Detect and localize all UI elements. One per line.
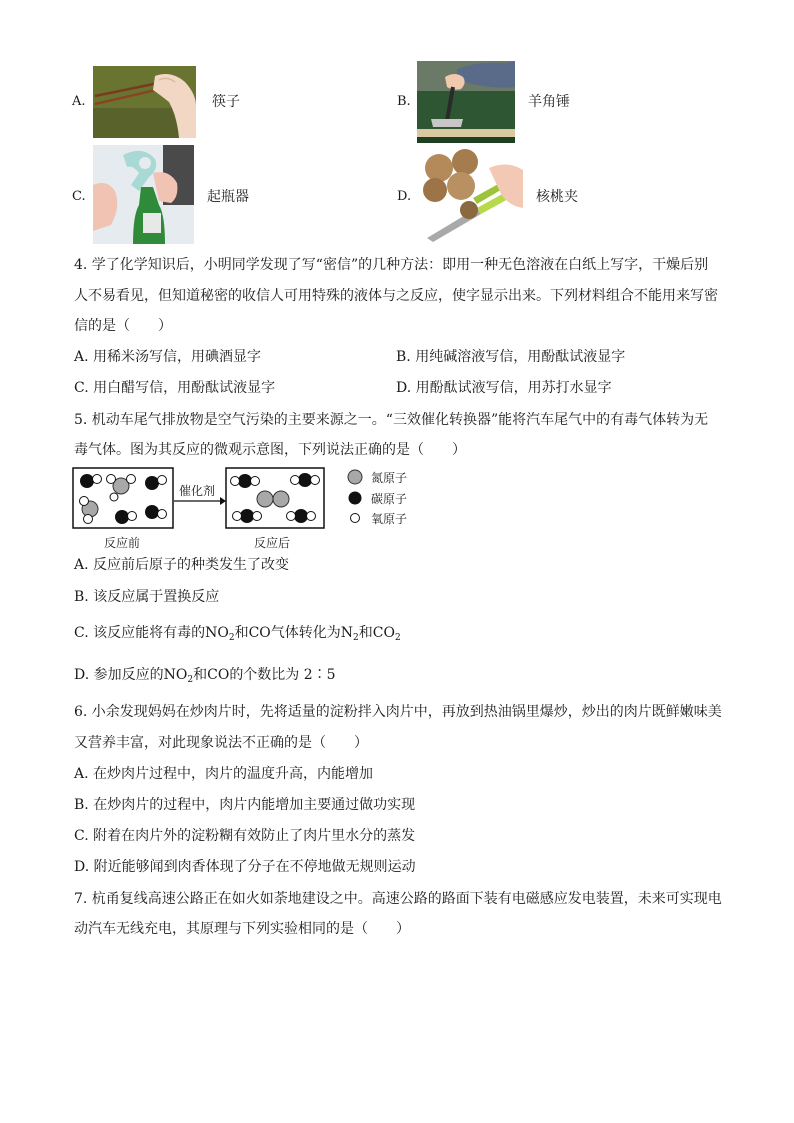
q6-option-a: A. 在炒肉片过程中，肉片的温度升高，内能增加	[74, 766, 374, 782]
option-d-letter: D.	[397, 189, 412, 204]
option-b-letter: B.	[397, 94, 411, 109]
claw-hammer-photo	[417, 61, 515, 143]
option-a-label: 筷子	[212, 94, 240, 110]
option-c-letter: C.	[72, 189, 86, 204]
legend-oxygen: 氧原子	[371, 512, 408, 526]
option-c-label: 起瓶器	[207, 189, 249, 205]
legend-nitrogen: 氮原子	[371, 471, 408, 485]
q4-stem-line2: 人不易看见，但知道秘密的收信人可用特殊的液体与之反应，使字显示出来。下列材料组合不能用来写密	[74, 288, 718, 304]
q4-stem-line3: 信的是（ ）	[74, 318, 172, 334]
q5-stem-line2: 毒气体。图为其反应的微观示意图，下列说法正确的是（ ）	[74, 442, 466, 458]
chopsticks-photo	[93, 66, 196, 138]
legend-carbon: 碳原子	[371, 492, 408, 506]
q5-stem-line1: 5. 机动车尾气排放物是空气污染的主要来源之一。“三效催化转换器”能将汽车尾气中的有毒气体转为无	[74, 412, 709, 428]
q4-option-b: B. 用纯碱溶液写信，用酚酞试液显字	[396, 349, 626, 365]
after-label: 反应后	[254, 536, 291, 550]
bottle-opener-photo	[93, 145, 194, 244]
q4-option-c: C. 用白醋写信，用酚酞试液显字	[74, 380, 276, 396]
q7-stem-line2: 动汽车无线充电，其原理与下列实验相同的是（ ）	[74, 921, 410, 937]
q4-option-d: D. 用酚酞试液写信，用苏打水显字	[396, 380, 612, 396]
q5-option-b: B. 该反应属于置换反应	[74, 589, 220, 605]
q5-option-c: C. 该反应能将有毒的$NO_2$和CO气体转化为$N_2$和$CO_2$	[74, 625, 401, 643]
q6-stem-line2: 又营养丰富，对此现象说法不正确的是（ ）	[74, 735, 368, 751]
q6-stem-line1: 6. 小余发现妈妈在炒肉片时，先将适量的淀粉拌入肉片中，再放到热油锅里爆炒，炒出的肉片既鲜嫩味美	[74, 704, 722, 720]
walnut-cracker-photo	[417, 148, 523, 242]
option-a-letter: A.	[72, 94, 86, 109]
option-d-label: 核桃夹	[536, 189, 578, 205]
before-label: 反应前	[104, 536, 141, 550]
q6-option-b: B. 在炒肉片的过程中，肉片内能增加主要通过做功实现	[74, 797, 416, 813]
reaction-diagram	[70, 464, 430, 554]
option-b-label: 羊角锤	[528, 94, 570, 110]
q6-option-c: C. 附着在肉片外的淀粉糊有效防止了肉片里水分的蒸发	[74, 828, 416, 844]
q7-stem-line1: 7. 杭甬复线高速公路正在如火如荼地建设之中。高速公路的路面下装有电磁感应发电装置，未来可实现电	[74, 891, 722, 907]
q4-stem-line1: 4. 学了化学知识后，小明同学发现了写“密信”的几种方法：即用一种无色溶液在白纸上写字，干燥后别	[74, 257, 709, 273]
q6-option-d: D. 附近能够闻到肉香体现了分子在不停地做无规则运动	[74, 859, 416, 875]
q4-option-a: A. 用稀米汤写信，用碘酒显字	[74, 349, 262, 365]
q5-option-d: D. 参加反应的$NO_2$和CO的个数比为 2∶5	[74, 667, 336, 685]
catalyst-label: 催化剂	[179, 484, 216, 498]
q5-option-a: A. 反应前后原子的种类发生了改变	[74, 557, 290, 573]
